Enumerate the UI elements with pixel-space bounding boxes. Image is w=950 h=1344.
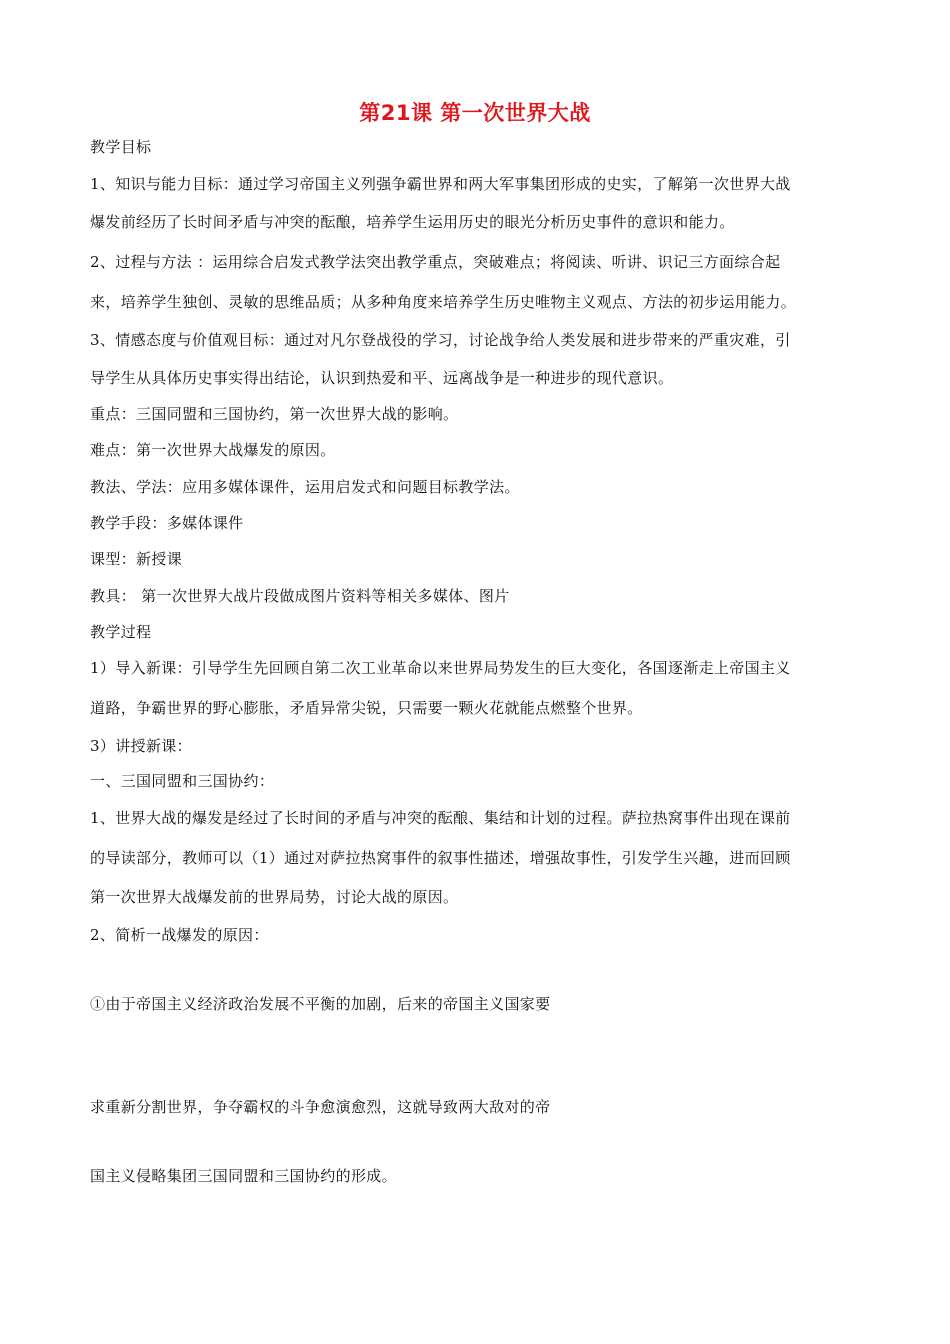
paragraph-line: 来，培养学生独创、灵敏的思维品质；从多种角度来培养学生历史唯物主义观点、方法的初步运用能力。 [90, 293, 797, 311]
paragraph-line: 导学生从具体历史事实得出结论，认识到热爱和平、远离战争是一种进步的现代意识。 [90, 369, 674, 387]
paragraph-line: 1）导入新课：引导学生先回顾自第二次工业革命以来世界局势发生的巨大变化，各国逐渐走上帝国主义 [90, 659, 791, 677]
paragraph-line: 爆发前经历了长时间矛盾与冲突的酝酿，培养学生运用历史的眼光分析历史事件的意识和能力。 [90, 213, 735, 231]
teaching-means-line: 教学手段：多媒体课件 [90, 514, 244, 532]
paragraph-line: 求重新分割世界，争夺霸权的斗争愈演愈烈，这就导致两大敌对的帝 [90, 1098, 551, 1116]
section-heading-objectives: 教学目标 [90, 138, 152, 156]
paragraph-line: 2、简析一战爆发的原因： [90, 926, 269, 944]
page-title: 第21课 第一次世界大战 [359, 101, 591, 125]
paragraph-line: 国主义侵略集团三国同盟和三国协约的形成。 [90, 1167, 398, 1185]
lesson-type-line: 课型：新授课 [90, 550, 183, 568]
paragraph-line: 1、世界大战的爆发是经过了长时间的矛盾与冲突的酝酿、集结和计划的过程。萨拉热窝事件出现在课前 [90, 809, 791, 827]
teaching-method-line: 教法、学法：应用多媒体课件，运用启发式和问题目标教学法。 [90, 478, 520, 496]
teaching-aids-line: 教具： 第一次世界大战片段做成图片资料等相关多媒体、图片 [90, 587, 510, 605]
section-heading-process: 教学过程 [90, 623, 152, 641]
paragraph-line: 第一次世界大战爆发前的世界局势，讨论大战的原因。 [90, 888, 459, 906]
paragraph-line: ①由于帝国主义经济政治发展不平衡的加剧，后来的帝国主义国家要 [90, 995, 551, 1013]
paragraph-line: 3）讲授新课： [90, 737, 192, 755]
paragraph-line: 的导读部分，教师可以（1）通过对萨拉热窝事件的叙事性描述，增强故事性，引发学生兴趣，进而回顾 [90, 849, 791, 867]
difficulty-line: 难点：第一次世界大战爆发的原因。 [90, 441, 336, 459]
paragraph-line: 1、知识与能力目标：通过学习帝国主义列强争霸世界和两大军事集团形成的史实，了解第一次世界大战 [90, 175, 791, 193]
section-heading-alliances: 一、三国同盟和三国协约： [90, 772, 275, 790]
paragraph-line: 3、情感态度与价值观目标：通过对凡尔登战役的学习，讨论战争给人类发展和进步带来的严重灾难，引 [90, 331, 791, 349]
paragraph-line: 2、过程与方法 ：运用综合启发式教学法突出教学重点，突破难点；将阅读、听讲、识记三方面综合起 [90, 253, 781, 271]
paragraph-line: 道路，争霸世界的野心膨胀，矛盾异常尖锐，只需要一颗火花就能点燃整个世界。 [90, 699, 643, 717]
key-points-line: 重点：三国同盟和三国协约，第一次世界大战的影响。 [90, 405, 459, 423]
